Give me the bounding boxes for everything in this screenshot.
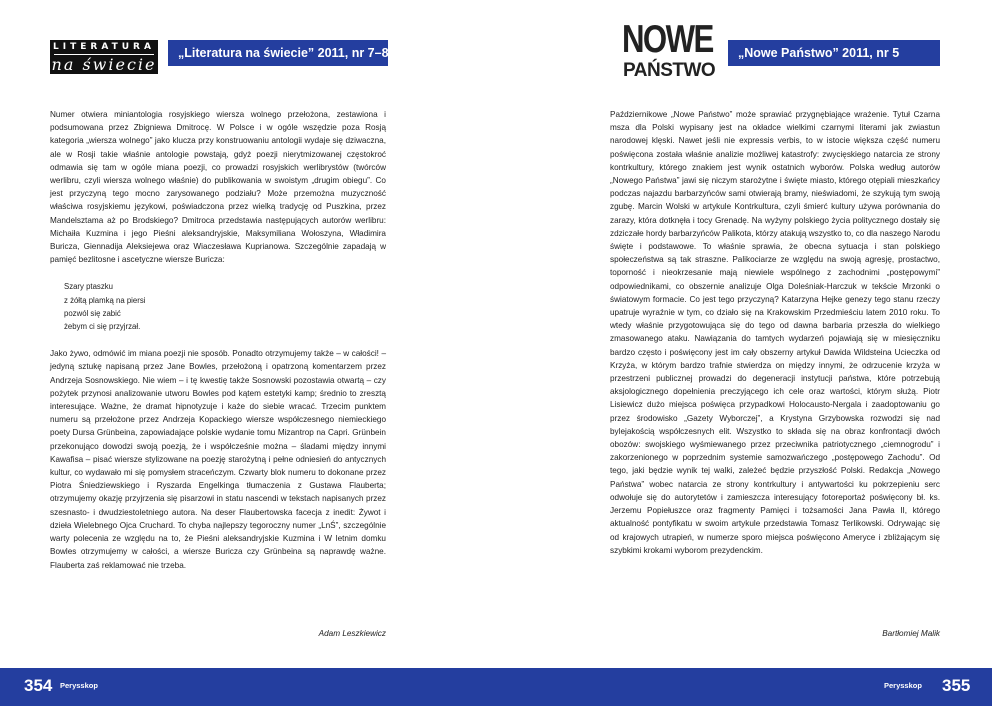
right-article bbox=[610, 108, 940, 557]
logo-top-text: LITERATURA bbox=[53, 42, 155, 52]
right-author: Bartłomiej Malik bbox=[882, 629, 940, 638]
poem-quote bbox=[64, 280, 386, 333]
footer-label-right: Perysskop bbox=[884, 681, 922, 690]
right-title: „Nowe Państwo” 2011, nr 5 bbox=[728, 40, 940, 66]
left-author: Adam Leszkiewicz bbox=[318, 629, 386, 638]
literatura-na-swiecie-logo bbox=[50, 40, 158, 74]
page-number-right: 355 bbox=[942, 676, 971, 695]
poem-line: żebym ci się przyjrzał. bbox=[64, 322, 141, 332]
left-paragraph-1: Numer otwiera miniantologia rosyjskiego wiersza wolnego przełożona, zestawiona i podsumowana przez Zbigniewa Dmitrocę. W Polsce i w ogóle wszędzie poza Rosją kategoria „wiersza wolnego” jako klucza przy konstruowaniu antologii wydaje się dziwaczna, ale w Rosji takie właśnie antologie powstają, gdyż poezji nierytmizowanej częstokroć odmawia się tam w ogóle miana poezji, co prowadzi rosyjskich werlibrystów (twórców werlibru, czyli wiersza wolnego właśnie) do publikowania w swoistym „drugim obiegu”. Co jest przyczyną tego mocno zarysowanego podziału? Może przemożna muzyczność właściwa rosyjskiemu językowi, poświadczona przez wielką tradycję od Puszkina, przez Mandelsztama aż po Brodskiego? Dmitroca przedstawia następujących autorów werlibru: Michaiła Kuzmina i jego Pieśni aleksandryjskie, Maksymiliana Wołoszyna, Władimira Buricza, Giennadija Aleksiejewa oraz Wiaczesława Kuprianowa. Szczególnie zapadają w pamięć bezlitosne i ascetyczne wiersze Buricza: bbox=[50, 110, 386, 265]
left-paragraph-2: Jako żywo, odmówić im miana poezji nie sposób. Ponadto otrzymujemy także – w całości! – jedyną sztukę napisaną przez Jane Bowles, przełożoną i opatrzoną komentarzem przez Andrzeja Sosnowskiego. Nie wiem – i tę kwestię także Sosnowski pozostawia otwartą – czy pożytek przynosi analizowanie utworu Bowles pod kątem estetyki kamp; średnio to zresztą interesujące. Ważne, że dramat hipnotyzuje i każe do siebie wracać. Trzecim punktem numeru są przełożone przez Andrzeja Kopackiego wiersze współczesnego niemieckiego poety Dursa Grünbeina, zapowiadające polskie wydanie tomu Mizantrop na Capri. Grünbein przekonująco dowodzi swoją poezją, że i współcześnie można – śladami między innymi Kawafisa – pisać wiersze stylizowane na poezję starożytną i pełne odniesień do antycznych kultur, co wydawało mi się pomysłem straceńczym. Czwarty blok numeru to dokonane przez Piotra Śniedziewskiego i Ryszarda Engelkinga tłumaczenia z Gustawa Flauberta; otrzymujemy okazję przyjrzenia się pisarzowi in statu nascendi w tekstach napisanych przez szesnasto- i dwudziestoletniego autora. Na deser Flaubertowska facecja z inedit: Żywot i dzieła Wielebnego Ojca Cruchard. To chyba najlepszy tegoroczny numer „LnŚ”, szczególnie warty polecenia ze względu na to, że Pieśni aleksandryjskie Kuzmina i W letnim domku Bowles otrzymujemy w całości, a wiersze Buricza czy Grünbeina są naprawdę ważne. Flauberta zaś reklamować nie trzeba. bbox=[50, 349, 386, 570]
logo-nowe-text: NOWE bbox=[622, 18, 713, 61]
footer-label-left: Perysskop bbox=[60, 681, 98, 690]
footer-bar bbox=[0, 668, 992, 706]
right-paragraph: Październikowe „Nowe Państwo” może sprawiać przygnębiające wrażenie. Tytuł Czarna msza dla Polski wypisany jest na okładce wielkimi czarnymi literami jak zwiastun narodowej klęski. Nawet jeśli nie expressis verbis, to w istocie większa część numeru poświęcona została właśnie analizie możliwej katastrofy: zwycięskiego natarcia ze strony kontrkultury, którego znakiem jest wynik ostatnich wyborów. Polska według autorów „Nowego Państwa” jawi się niczym starożytne i święte miasto, którego otępiali mieszkańcy podczas najazdu barbarzyńców sami otwierają bramy, nieświadomi, że szykują tym swoją zgubę. Marcin Wolski w artykule Kontrkultura, czyli śmierć kultury używa porównania do zarazy, która dotknęła i tocy Grenadę. Na wyżyny polskiego życia politycznego dostały się zdziczałe hordy barbarzyńców Palikota, którzy atakują wszystko to, co dla naszego Narodu święte i podstawowe. To właśnie sprawia, że obecna sytuacja i stan polskiego społeczeństwa są tak straszne. Palikociarze ze względu na swoją agresję, prostactwo, toporność i nieokrzesanie mają niewiele wspólnego z zachodnimi „postępowymi” odpowiednikami, co obszernie analizuje Olga Doleśniak-Harczuk w tekście Mrzonki o światowym formacie. Co jest tego przyczyną? Katarzyna Hejke genezy tego stanu rzeczy upatruje wyraźnie w tym, co działo się na Krakowskim Przedmieściu latem 2010 roku. To wtedy właśnie przygotowująca się do tego od dawna barbaria przeszła do wielkiego zmasowanego ataku. Nawiązania do tamtych wydarzeń pojawiają się w miesięczniku bardzo często i poświęcony jest im cały obszerny artykuł Dawida Wildsteina Ucieczka od Krzyża, w którym bardzo trafnie stwierdza on między innymi, że odrzucenie krzyża w przestrzeni publicznej prowadzi do degeneracji instytucji państwa, które potrzebują aksjologicznego dopełnienia preczyjącego ich cele oraz wartości, którym służą. Piotr Lisiewicz dużo miejsca poświęca przypadkowi Holocausto-Nergala i zaadoptowaniu go przez środowisko „Gazety Wyborczej”, a Krystyna Grzybowska rozwodzi się nad bylejakością współczesnych elit. Wszystko to składa się na obraz konfrontacji dwóch obozów: swojskiego wyśmiewanego przez przeciwnika patriotycznego „ciemnogrodu” i zakorzenionego w poprzednim systemie samozwańczego „postępowego Zachodu”. Od tego, jaki będzie wynik tej walki, zależeć będzie przyszłość Polski. Redakcja „Nowego Państwa” wobec natarcia ze strony kontrkultury i antywartości ku pokrzepieniu serc odwołuje się do autorytetów i zamieszcza interesujący fotoreportaż poświęcony bł. ks. Jerzemu Popiełuszce oraz fragmenty Pamięci i tożsamości Jana Pawła II, którego aktualność pontyfikatu w swoim artykule przedstawia Tomasz Terlikowski. Odrywając się od krajowych utrapień, w numerze sporo miejsca poświęcono Ameryce i zbliżającym się szybkimi krokami wyborom prezydenckim. bbox=[610, 110, 940, 555]
poem-line: Szary ptaszku bbox=[64, 282, 113, 292]
left-title: „Literatura na świecie” 2011, nr 7–8 bbox=[168, 40, 388, 66]
left-article bbox=[50, 108, 386, 572]
poem-line: z żółtą plamką na piersi bbox=[64, 295, 146, 305]
logo-panstwo-text: PAŃSTWO bbox=[623, 60, 716, 81]
left-page bbox=[0, 0, 496, 668]
nowe-panstwo-logo bbox=[622, 18, 716, 82]
poem-line: pozwól się zabić bbox=[64, 308, 121, 318]
page-number-left: 354 bbox=[24, 676, 53, 695]
logo-bottom-text: na świecie bbox=[51, 55, 157, 74]
